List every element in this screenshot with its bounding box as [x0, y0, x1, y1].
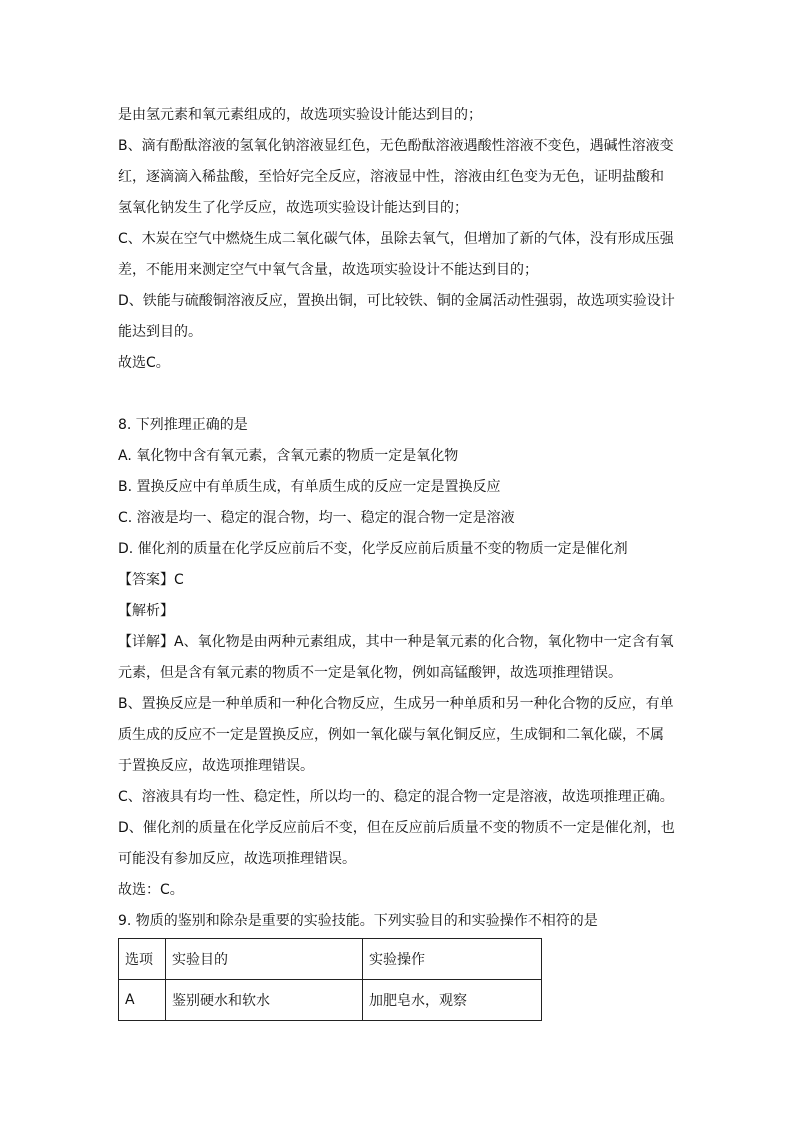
text-line: 能达到目的。 — [118, 324, 202, 340]
table-cell: A — [119, 980, 166, 1021]
table-header-cell: 实验操作 — [363, 939, 542, 980]
options-table — [118, 938, 542, 1021]
table-header-row — [119, 939, 542, 980]
previous-answer-continuation — [118, 100, 680, 379]
analysis-line: C、溶液具有均一性、稳定性，所以均一的、稳定的混合物一定是溶液，故选项推理正确。 — [118, 789, 674, 805]
question-stem: 9. 物质的鉴别和除杂是重要的实验技能。下列实验目的和实验操作不相符的是 — [118, 913, 598, 929]
blank-spacer — [118, 379, 680, 410]
question-9 — [118, 906, 680, 1021]
text-line: 红，逐滴滴入稀盐酸，至恰好完全反应，溶液显中性，溶液由红色变为无色，证明盐酸和 — [118, 169, 664, 185]
answer-line: 【答案】C — [118, 572, 184, 588]
analysis-line: D、催化剂的质量在化学反应前后不变，但在反应前后质量不变的物质不一定是催化剂，也 — [118, 820, 675, 836]
text-line: 是由氢元素和氧元素组成的，故选项实验设计能达到目的； — [118, 107, 482, 123]
table-header-cell: 选项 — [119, 939, 166, 980]
option-a: A. 氧化物中含有氧元素，含氧元素的物质一定是氧化物 — [118, 448, 459, 464]
analysis-heading: 【解析】 — [118, 603, 174, 619]
question-8 — [118, 410, 680, 906]
question-stem: 8. 下列推理正确的是 — [118, 417, 248, 433]
option-c: C. 溶液是均一、稳定的混合物，均一、稳定的混合物一定是溶液 — [118, 510, 515, 526]
text-line: D、铁能与硫酸铜溶液反应，置换出铜，可比较铁、铜的金属活动性强弱，故选项实验设计 — [118, 293, 675, 309]
analysis-line: 于置换反应，故选项推理错误。 — [118, 758, 314, 774]
text-line: B、滴有酚酞溶液的氢氧化钠溶液显红色，无色酚酞溶液遇酸性溶液不变色，遇碱性溶液变 — [118, 138, 674, 154]
table-header-cell: 实验目的 — [166, 939, 363, 980]
text-line: C、木炭在空气中燃烧生成二氧化碳气体，虽除去氧气，但增加了新的气体，没有形成压强 — [118, 231, 674, 247]
analysis-line: 可能没有参加反应，故选项推理错误。 — [118, 851, 356, 867]
analysis-line: 质生成的反应不一定是置换反应，例如一氧化碳与氧化铜反应，生成铜和二氧化碳，不属 — [118, 727, 664, 743]
text-line: 故选C。 — [118, 355, 170, 371]
table-row — [119, 980, 542, 1021]
analysis-line: 【详解】A、氧化物是由两种元素组成，其中一种是氧元素的化合物，氧化物中一定含有氧 — [118, 634, 674, 650]
text-line: 差，不能用来测定空气中氧气含量，故选项实验设计不能达到目的； — [118, 262, 538, 278]
table-cell: 加肥皂水，观察 — [363, 980, 542, 1021]
analysis-line: 元素，但是含有氧元素的物质不一定是氧化物，例如高锰酸钾，故选项推理错误。 — [118, 665, 622, 681]
document-page — [118, 100, 680, 1021]
option-d: D. 催化剂的质量在化学反应前后不变，化学反应前后质量不变的物质一定是催化剂 — [118, 541, 628, 557]
option-b: B. 置换反应中有单质生成，有单质生成的反应一定是置换反应 — [118, 479, 501, 495]
table-cell: 鉴别硬水和软水 — [166, 980, 363, 1021]
text-line: 氢氧化钠发生了化学反应，故选项实验设计能达到目的； — [118, 200, 468, 216]
analysis-line: 故选：C。 — [118, 882, 184, 898]
analysis-line: B、置换反应是一种单质和一种化合物反应，生成另一种单质和另一种化合物的反应，有单 — [118, 696, 674, 712]
